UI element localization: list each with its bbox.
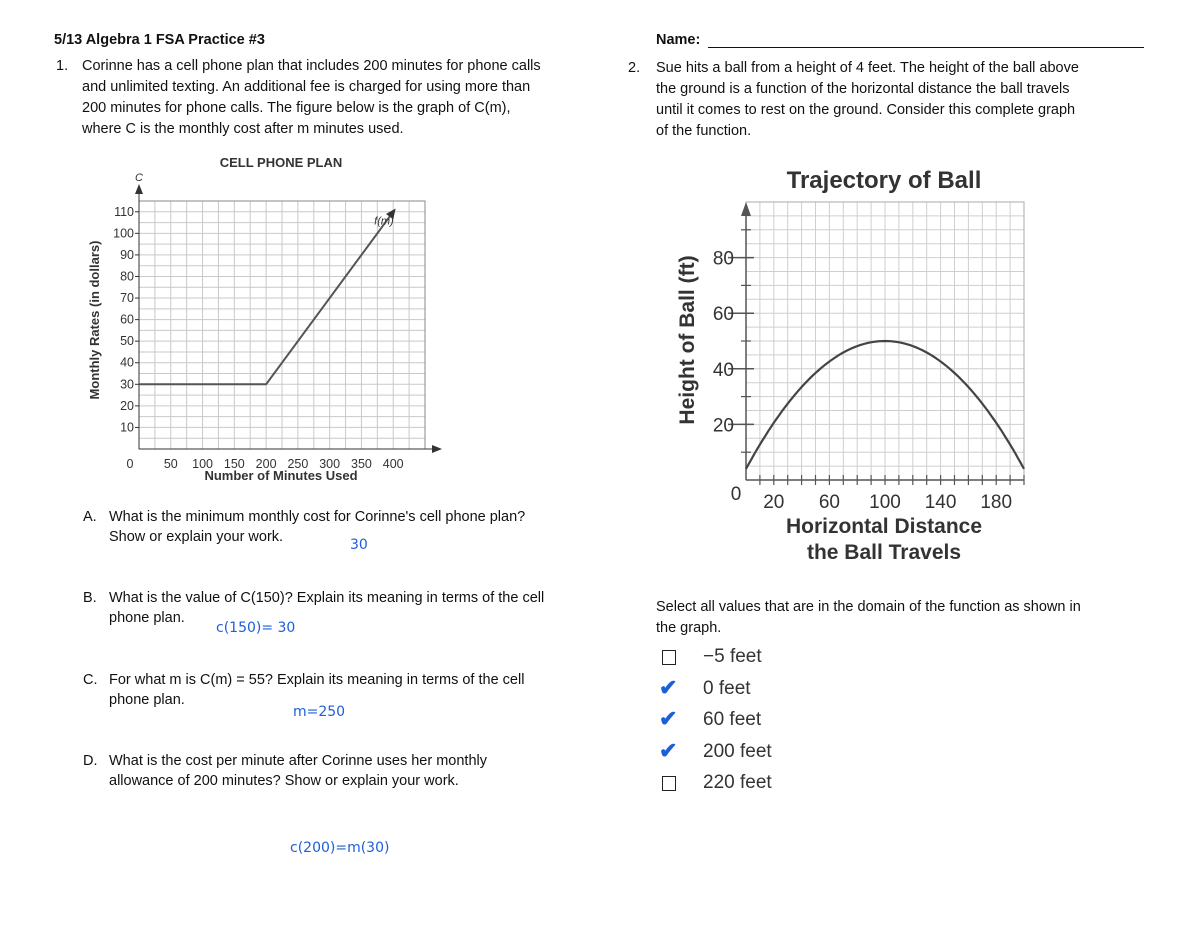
domain-option-label: 0 feet [703, 677, 751, 699]
handwritten-answer[interactable]: 30 [350, 537, 368, 553]
q1-number: 1. [56, 58, 69, 74]
chart2-title: Trajectory of Ball [786, 167, 982, 194]
chart1-title: CELL PHONE PLAN [219, 155, 343, 170]
checkbox[interactable] [662, 776, 676, 791]
part-question-line: Show or explain your work. [109, 529, 284, 545]
chart2-x-axis-label: Horizontal Distance [785, 515, 983, 538]
chart2-x-tick-label: 20 [763, 492, 785, 513]
handwritten-answer[interactable]: m=250 [293, 704, 346, 720]
part-letter: C. [83, 672, 98, 688]
part-question-line: What is the minimum monthly cost for Corinne's cell phone plan? [109, 509, 526, 525]
chart1-y-tick-label: 10 [120, 420, 134, 435]
chart1-x-tick-label: 50 [163, 457, 178, 471]
chart1-y-tick-label: 20 [120, 398, 134, 413]
q2-line: of the function. [656, 123, 752, 139]
q2-number: 2. [628, 60, 641, 76]
chart1-x-tick-label: 100 [192, 457, 213, 471]
chart2-y-axis-label: Height of Ball (ft) [676, 255, 699, 425]
chart1-y-axis-letter: C [135, 172, 143, 184]
chart1-y-tick-label: 110 [114, 204, 134, 219]
chart2-x-tick-label: 180 [980, 492, 1013, 513]
chart1-y-tick-label: 90 [120, 247, 134, 262]
chart1-x-axis-label: Number of Minutes Used [204, 468, 358, 483]
part-question-line: phone plan. [109, 610, 185, 626]
name-line[interactable] [708, 47, 1144, 48]
q1-line: 200 minutes for phone calls. The figure below is the graph of C(m), [82, 100, 511, 116]
part-question-line: allowance of 200 minutes? Show or explain your work. [109, 773, 459, 789]
q1-line: where C is the monthly cost after m minutes used. [82, 121, 404, 137]
q1-text [82, 56, 541, 140]
name-label: Name: [656, 32, 701, 48]
chart1-x-tick-label: 300 [319, 457, 341, 471]
part-question-line: For what m is C(m) = 55? Explain its meaning in terms of the cell [109, 672, 525, 688]
chart1-x-tick-label: 0 [126, 457, 134, 471]
chart1-y-tick-label: 70 [120, 291, 134, 306]
handwritten-answer[interactable]: c(150)= 30 [216, 620, 296, 636]
chart2-origin-label: 0 [730, 484, 742, 505]
chart2-y-tick-label: 40 [712, 359, 734, 381]
chart1-y-tick-label: 40 [120, 355, 134, 370]
chart2-y-tick-label: 60 [712, 304, 734, 326]
chart2-x-tick-label: 60 [818, 492, 840, 513]
chart2-y-tick-label: 80 [712, 248, 734, 270]
chart1-y-tick-label: 50 [120, 334, 134, 349]
q2-text [656, 58, 1079, 142]
q2-prompt-line: the graph. [656, 620, 722, 636]
part-question-line: What is the value of C(150)? Explain its meaning in terms of the cell [109, 590, 545, 606]
chart1-x-tick-label: 250 [287, 457, 309, 471]
handwritten-answer[interactable]: c(200)=m(30) [290, 840, 390, 856]
part-question-line: phone plan. [109, 692, 185, 708]
checkbox[interactable] [662, 650, 676, 665]
chart2-x-axis-label: the Ball Travels [806, 541, 962, 564]
chart1-x-tick-label: 400 [382, 457, 404, 471]
q2-line: until it comes to rest on the ground. Consider this complete graph [656, 102, 1076, 118]
q1-line: and unlimited texting. An additional fee is charged for using more than [82, 79, 531, 95]
part-letter: D. [83, 753, 98, 769]
chart1-x-tick-label: 150 [223, 457, 245, 471]
chart2-x-tick-label: 100 [869, 492, 901, 513]
checked-checkbox-icon[interactable]: ✔ [659, 706, 678, 731]
chart1-y-tick-label: 60 [120, 312, 134, 327]
trajectory-chart [672, 160, 1042, 570]
part-letter: B. [83, 590, 97, 606]
q2-prompt [656, 597, 1081, 639]
chart1-y-axis-label: Monthly Rates (in dollars) [87, 240, 102, 400]
chart2-x-tick-label: 140 [924, 492, 957, 513]
chart1-x-tick-label: 350 [351, 457, 372, 471]
q2-line: Sue hits a ball from a height of 4 feet. The height of the ball above [656, 60, 1079, 76]
domain-option-label: 220 feet [703, 772, 772, 793]
chart1-x-tick-label: 200 [255, 457, 277, 471]
cell-phone-plan-chart [80, 150, 460, 490]
q1-line: Corinne has a cell phone plan that includes 200 minutes for phone calls [82, 58, 541, 74]
chart1-y-tick-label: 80 [120, 269, 134, 284]
domain-option-label: 200 feet [703, 740, 772, 762]
part-question-line: What is the cost per minute after Corinne uses her monthly [109, 753, 487, 769]
chart2-y-tick-label: 20 [712, 415, 734, 437]
chart1-y-tick-label: 100 [113, 226, 134, 241]
domain-option-label: −5 feet [703, 646, 762, 667]
checked-checkbox-icon[interactable]: ✔ [659, 737, 678, 763]
part-letter: A. [83, 509, 97, 525]
q2-prompt-line: Select all values that are in the domain of the function as shown in [656, 599, 1081, 615]
domain-option-label: 60 feet [703, 709, 762, 730]
checked-checkbox-icon[interactable]: ✔ [659, 674, 678, 700]
chart1-y-tick-label: 30 [120, 377, 134, 392]
worksheet-title: 5/13 Algebra 1 FSA Practice #3 [54, 32, 265, 48]
q2-line: the ground is a function of the horizontal distance the ball travels [656, 81, 1070, 97]
chart1-series-label: f(m) [374, 215, 394, 228]
